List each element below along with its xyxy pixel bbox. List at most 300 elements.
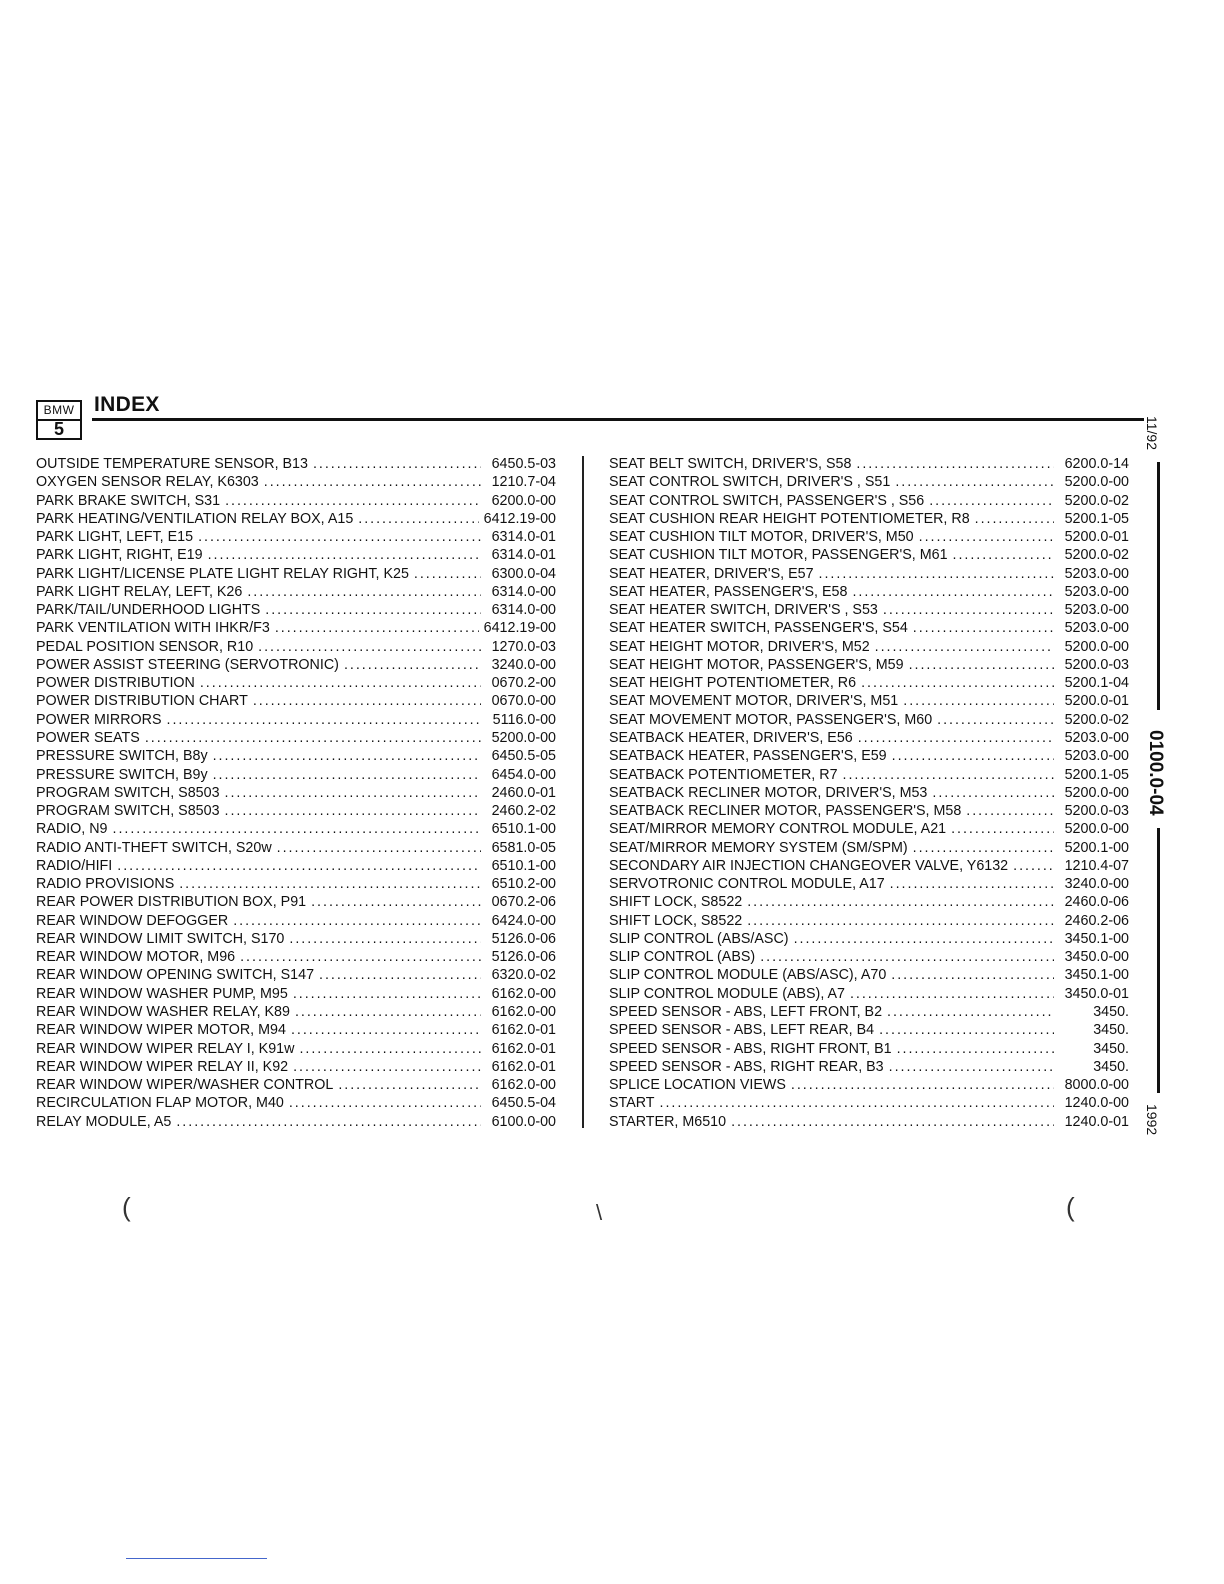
entry-label: SPEED SENSOR - ABS, LEFT REAR, B4 bbox=[609, 1022, 875, 1039]
entry-code: 5126.0-06 bbox=[491, 930, 556, 947]
index-entry bbox=[609, 1040, 1129, 1058]
entry-code: 6314.0-01 bbox=[491, 547, 556, 564]
dot-leader bbox=[791, 1076, 1054, 1094]
index-entry bbox=[36, 492, 556, 510]
entry-label: SEATBACK HEATER, PASSENGER'S, E59 bbox=[609, 748, 887, 765]
entry-code: 1210.7-04 bbox=[491, 474, 556, 491]
entry-label: POWER MIRRORS bbox=[36, 711, 162, 728]
entry-label: SEAT HEATER SWITCH, PASSENGER'S, S54 bbox=[609, 620, 908, 637]
bmw-5-logo bbox=[36, 400, 82, 440]
index-entry bbox=[36, 528, 556, 546]
side-year: 1992 bbox=[1144, 1104, 1160, 1136]
logo-series-number: 5 bbox=[53, 419, 64, 439]
index-entry bbox=[609, 784, 1129, 802]
index-entry bbox=[609, 930, 1129, 948]
entry-label: REAR WINDOW WIPER/WASHER CONTROL bbox=[36, 1077, 334, 1094]
index-entry bbox=[609, 1094, 1129, 1112]
index-entry bbox=[609, 656, 1129, 674]
dot-leader bbox=[225, 802, 481, 820]
entry-label: SEAT HEATER, PASSENGER'S, E58 bbox=[609, 583, 848, 600]
entry-code: 6450.5-04 bbox=[491, 1095, 556, 1112]
dot-leader bbox=[731, 1113, 1054, 1131]
entry-label: REAR WINDOW OPENING SWITCH, S147 bbox=[36, 967, 315, 984]
entry-label: RADIO PROVISIONS bbox=[36, 876, 175, 893]
entry-label: PEDAL POSITION SENSOR, R10 bbox=[36, 638, 254, 655]
entry-label: SPEED SENSOR - ABS, LEFT FRONT, B2 bbox=[609, 1003, 883, 1020]
entry-code: 5203.0-00 bbox=[1064, 565, 1129, 582]
dot-leader bbox=[856, 455, 1054, 473]
index-entry bbox=[609, 857, 1129, 875]
entry-label: RADIO, N9 bbox=[36, 821, 108, 838]
dot-leader bbox=[887, 1003, 1054, 1021]
entry-code: 3450.0-01 bbox=[1064, 985, 1129, 1002]
dot-leader bbox=[852, 583, 1054, 601]
entry-label: SHIFT LOCK, S8522 bbox=[609, 894, 743, 911]
dot-leader bbox=[951, 820, 1054, 838]
entry-code: 0670.2-06 bbox=[491, 894, 556, 911]
dot-leader bbox=[213, 766, 481, 784]
entry-code: 3450. bbox=[1093, 1003, 1129, 1020]
dot-leader bbox=[919, 528, 1054, 546]
entry-code: 0670.0-00 bbox=[491, 693, 556, 710]
entry-label: SEAT HEATER SWITCH, DRIVER'S , S53 bbox=[609, 602, 878, 619]
dot-leader bbox=[225, 492, 481, 510]
dot-leader bbox=[258, 638, 481, 656]
index-entry bbox=[609, 820, 1129, 838]
entry-label: OUTSIDE TEMPERATURE SENSOR, B13 bbox=[36, 456, 308, 472]
dot-leader bbox=[275, 619, 479, 637]
index-entry bbox=[609, 1113, 1129, 1131]
dot-leader bbox=[975, 510, 1054, 528]
dot-leader bbox=[879, 1021, 1054, 1039]
index-entry bbox=[609, 565, 1129, 583]
dot-leader bbox=[233, 912, 481, 930]
dot-leader bbox=[953, 546, 1054, 564]
index-entry bbox=[36, 985, 556, 1003]
entry-code: 5200.1-05 bbox=[1064, 510, 1129, 527]
entry-code: 3450. bbox=[1093, 1040, 1129, 1057]
index-entry bbox=[609, 893, 1129, 911]
index-entry bbox=[36, 857, 556, 875]
index-entry bbox=[609, 747, 1129, 765]
entry-label: REAR WINDOW DEFOGGER bbox=[36, 912, 229, 929]
entry-label: REAR WINDOW LIMIT SWITCH, S170 bbox=[36, 930, 285, 947]
dot-leader bbox=[794, 930, 1054, 948]
dot-leader bbox=[338, 1076, 481, 1094]
index-entry bbox=[36, 1113, 556, 1131]
dot-leader bbox=[660, 1094, 1054, 1112]
dot-leader bbox=[167, 711, 482, 729]
entry-code: 6314.0-00 bbox=[491, 602, 556, 619]
index-right-column bbox=[609, 455, 1129, 1131]
dot-leader bbox=[747, 893, 1054, 911]
entry-label: PARK LIGHT, RIGHT, E19 bbox=[36, 547, 203, 564]
dot-leader bbox=[208, 546, 481, 564]
entry-label: SEAT MOVEMENT MOTOR, PASSENGER'S, M60 bbox=[609, 711, 933, 728]
scan-mark-right: ( bbox=[1066, 1192, 1075, 1222]
index-entry bbox=[36, 747, 556, 765]
entry-label: POWER DISTRIBUTION bbox=[36, 675, 195, 692]
entry-code: 5200.0-02 bbox=[1064, 547, 1129, 564]
index-entry bbox=[609, 583, 1129, 601]
index-entry bbox=[609, 473, 1129, 491]
index-entry bbox=[36, 711, 556, 729]
entry-label: POWER SEATS bbox=[36, 729, 140, 746]
index-entry bbox=[609, 455, 1129, 473]
dot-leader bbox=[319, 966, 481, 984]
dot-leader bbox=[858, 729, 1054, 747]
entry-code: 5200.0-02 bbox=[1064, 492, 1129, 509]
dot-leader bbox=[176, 1113, 481, 1131]
entry-label: SEAT CUSHION TILT MOTOR, PASSENGER'S, M61 bbox=[609, 547, 948, 564]
index-entry bbox=[36, 455, 556, 473]
entry-label: SLIP CONTROL (ABS/ASC) bbox=[609, 930, 789, 947]
entry-code: 6200.0-00 bbox=[491, 492, 556, 509]
entry-label: SEATBACK HEATER, DRIVER'S, E56 bbox=[609, 729, 853, 746]
entry-label: RELAY MODULE, A5 bbox=[36, 1113, 172, 1130]
dot-leader bbox=[293, 985, 481, 1003]
index-entry bbox=[609, 1021, 1129, 1039]
dot-leader bbox=[903, 692, 1054, 710]
entry-label: SERVOTRONIC CONTROL MODULE, A17 bbox=[609, 876, 885, 893]
entry-code: 6424.0-00 bbox=[491, 912, 556, 929]
side-date: 11/92 bbox=[1144, 416, 1160, 450]
dot-leader bbox=[937, 711, 1054, 729]
index-entry bbox=[609, 546, 1129, 564]
dot-leader bbox=[760, 948, 1054, 966]
dot-leader bbox=[875, 638, 1054, 656]
entry-code: 5200.0-00 bbox=[491, 729, 556, 746]
entry-code: 5200.0-03 bbox=[1064, 803, 1129, 820]
index-entry bbox=[36, 930, 556, 948]
entry-label: SEAT HEIGHT MOTOR, PASSENGER'S, M59 bbox=[609, 656, 904, 673]
entry-code: 6510.1-00 bbox=[491, 857, 556, 874]
entry-code: 5203.0-00 bbox=[1064, 583, 1129, 600]
index-entry bbox=[36, 948, 556, 966]
index-entry bbox=[609, 948, 1129, 966]
entry-label: PARK HEATING/VENTILATION RELAY BOX, A15 bbox=[36, 510, 354, 527]
index-entry bbox=[36, 1076, 556, 1094]
entry-code: 5200.0-00 bbox=[1064, 784, 1129, 801]
index-entry bbox=[36, 510, 556, 528]
dot-leader bbox=[414, 565, 481, 583]
entry-label: REAR WINDOW WIPER MOTOR, M94 bbox=[36, 1022, 286, 1039]
index-entry bbox=[36, 638, 556, 656]
index-entry bbox=[36, 1058, 556, 1076]
index-entry bbox=[36, 839, 556, 857]
entry-code: 6300.0-04 bbox=[491, 565, 556, 582]
entry-code: 6412.19-00 bbox=[483, 620, 556, 637]
index-entry bbox=[609, 1076, 1129, 1094]
index-entry bbox=[609, 766, 1129, 784]
index-entry bbox=[36, 820, 556, 838]
dot-leader bbox=[200, 674, 481, 692]
index-entry bbox=[36, 766, 556, 784]
entry-label: SEAT CONTROL SWITCH, DRIVER'S , S51 bbox=[609, 474, 891, 491]
dot-leader bbox=[883, 601, 1054, 619]
dot-leader bbox=[909, 656, 1054, 674]
entry-label: SLIP CONTROL MODULE (ABS/ASC), A70 bbox=[609, 967, 887, 984]
index-entry bbox=[36, 1003, 556, 1021]
dot-leader bbox=[819, 565, 1054, 583]
dot-leader bbox=[113, 820, 482, 838]
entry-code: 3450.1-00 bbox=[1064, 967, 1129, 984]
entry-label: RADIO ANTI-THEFT SWITCH, S20w bbox=[36, 839, 272, 856]
index-entry bbox=[609, 729, 1129, 747]
entry-code: 6510.2-00 bbox=[491, 876, 556, 893]
dot-leader bbox=[966, 802, 1054, 820]
entry-code: 2460.2-06 bbox=[1064, 912, 1129, 929]
index-entry bbox=[36, 966, 556, 984]
entry-code: 6320.0-02 bbox=[491, 967, 556, 984]
entry-code: 3450. bbox=[1093, 1058, 1129, 1075]
index-entry bbox=[36, 1094, 556, 1112]
entry-label: REAR WINDOW WASHER RELAY, K89 bbox=[36, 1003, 290, 1020]
side-rule-bottom bbox=[1157, 828, 1160, 1093]
index-entry bbox=[609, 711, 1129, 729]
entry-code: 0670.2-00 bbox=[491, 675, 556, 692]
index-entry bbox=[609, 966, 1129, 984]
index-entry bbox=[36, 912, 556, 930]
dot-leader bbox=[289, 1094, 481, 1112]
entry-code: 6162.0-00 bbox=[491, 1003, 556, 1020]
entry-code: 2460.0-01 bbox=[491, 784, 556, 801]
index-entry bbox=[36, 875, 556, 893]
entry-label: SLIP CONTROL MODULE (ABS), A7 bbox=[609, 985, 845, 1002]
entry-label: SEAT/MIRROR MEMORY CONTROL MODULE, A21 bbox=[609, 821, 947, 838]
entry-code: 5200.1-05 bbox=[1064, 766, 1129, 783]
entry-label: PARK VENTILATION WITH IHKR/F3 bbox=[36, 620, 270, 637]
dot-leader bbox=[895, 473, 1054, 491]
entry-code: 5203.0-00 bbox=[1064, 602, 1129, 619]
entry-label: REAR WINDOW WIPER RELAY I, K91w bbox=[36, 1040, 295, 1057]
entry-code: 5200.0-03 bbox=[1064, 656, 1129, 673]
entry-code: 5203.0-00 bbox=[1064, 729, 1129, 746]
entry-label: SEAT CUSHION REAR HEIGHT POTENTIOMETER, R8 bbox=[609, 510, 970, 527]
entry-code: 6162.0-00 bbox=[491, 985, 556, 1002]
dot-leader bbox=[891, 966, 1054, 984]
dot-leader bbox=[198, 528, 481, 546]
index-entry bbox=[609, 510, 1129, 528]
index-entry bbox=[36, 619, 556, 637]
side-page-number: 0100.0-04 bbox=[1145, 730, 1166, 816]
entry-code: 6450.5-03 bbox=[491, 456, 556, 472]
entry-code: 3450. bbox=[1093, 1022, 1129, 1039]
entry-label: SEAT CUSHION TILT MOTOR, DRIVER'S, M50 bbox=[609, 529, 914, 546]
entry-label: SEATBACK POTENTIOMETER, R7 bbox=[609, 766, 838, 783]
entry-label: POWER DISTRIBUTION CHART bbox=[36, 693, 248, 710]
entry-label: SEATBACK RECLINER MOTOR, PASSENGER'S, M58 bbox=[609, 803, 962, 820]
entry-code: 6162.0-01 bbox=[491, 1058, 556, 1075]
dot-leader bbox=[213, 747, 481, 765]
entry-code: 5200.0-00 bbox=[1064, 474, 1129, 491]
entry-label: STARTER, M6510 bbox=[609, 1113, 727, 1130]
dot-leader bbox=[291, 1021, 481, 1039]
entry-code: 5126.0-06 bbox=[491, 949, 556, 966]
column-divider bbox=[582, 456, 584, 1128]
dot-leader bbox=[253, 692, 481, 710]
entry-code: 5200.0-02 bbox=[1064, 711, 1129, 728]
scan-mark-left: ( bbox=[122, 1192, 131, 1222]
index-entry bbox=[36, 674, 556, 692]
entry-label: POWER ASSIST STEERING (SERVOTRONIC) bbox=[36, 656, 339, 673]
entry-code: 3450.0-00 bbox=[1064, 949, 1129, 966]
dot-leader bbox=[311, 893, 481, 911]
entry-label: RECIRCULATION FLAP MOTOR, M40 bbox=[36, 1095, 284, 1112]
entry-code: 5200.0-00 bbox=[1064, 638, 1129, 655]
entry-label: PARK/TAIL/UNDERHOOD LIGHTS bbox=[36, 602, 261, 619]
entry-code: 3450.1-00 bbox=[1064, 930, 1129, 947]
entry-label: OXYGEN SENSOR RELAY, K6303 bbox=[36, 474, 259, 491]
index-entry bbox=[36, 565, 556, 583]
dot-leader bbox=[932, 784, 1054, 802]
dot-leader bbox=[344, 656, 481, 674]
entry-code: 2460.2-02 bbox=[491, 803, 556, 820]
entry-code: 6200.0-14 bbox=[1064, 456, 1129, 472]
index-entry bbox=[36, 729, 556, 747]
entry-label: SLIP CONTROL (ABS) bbox=[609, 949, 756, 966]
entry-label: SEAT/MIRROR MEMORY SYSTEM (SM/SPM) bbox=[609, 839, 908, 856]
dot-leader bbox=[225, 784, 481, 802]
logo-brand-text: BMW bbox=[38, 402, 80, 421]
entry-code: 6314.0-01 bbox=[491, 529, 556, 546]
dot-leader bbox=[889, 1058, 1054, 1076]
scan-mark-middle: \ bbox=[596, 1200, 603, 1225]
index-entry bbox=[36, 583, 556, 601]
dot-leader bbox=[843, 766, 1054, 784]
index-left-column bbox=[36, 455, 556, 1131]
entry-code: 6162.0-01 bbox=[491, 1022, 556, 1039]
index-entry bbox=[609, 528, 1129, 546]
entry-code: 3240.0-00 bbox=[1064, 876, 1129, 893]
index-entry bbox=[609, 839, 1129, 857]
entry-label: SPLICE LOCATION VIEWS bbox=[609, 1077, 786, 1094]
index-entry bbox=[609, 912, 1129, 930]
index-entry bbox=[609, 601, 1129, 619]
dot-leader bbox=[358, 510, 478, 528]
dot-leader bbox=[295, 1003, 481, 1021]
index-entry bbox=[36, 1040, 556, 1058]
entry-code: 5200.0-01 bbox=[1064, 529, 1129, 546]
entry-label: SEAT HEIGHT POTENTIOMETER, R6 bbox=[609, 675, 857, 692]
entry-label: PARK LIGHT, LEFT, E15 bbox=[36, 529, 194, 546]
dot-leader bbox=[747, 912, 1054, 930]
dot-leader bbox=[240, 948, 481, 966]
entry-code: 6162.0-01 bbox=[491, 1040, 556, 1057]
dot-leader bbox=[913, 619, 1054, 637]
entry-label: PROGRAM SWITCH, S8503 bbox=[36, 784, 220, 801]
entry-label: SEAT HEIGHT MOTOR, DRIVER'S, M52 bbox=[609, 638, 870, 655]
entry-code: 5200.0-01 bbox=[1064, 693, 1129, 710]
dot-leader bbox=[861, 674, 1054, 692]
index-entry bbox=[36, 802, 556, 820]
index-entry bbox=[609, 875, 1129, 893]
entry-code: 6454.0-00 bbox=[491, 766, 556, 783]
dot-leader bbox=[890, 875, 1054, 893]
entry-label: PARK LIGHT/LICENSE PLATE LIGHT RELAY RIGHT, K25 bbox=[36, 565, 409, 582]
entry-code: 6581.0-05 bbox=[491, 839, 556, 856]
dot-leader bbox=[117, 857, 481, 875]
entry-code: 5203.0-00 bbox=[1064, 620, 1129, 637]
index-entry bbox=[609, 674, 1129, 692]
header-rule bbox=[92, 418, 1144, 421]
entry-code: 6450.5-05 bbox=[491, 748, 556, 765]
dot-leader bbox=[299, 1040, 481, 1058]
dot-leader bbox=[277, 839, 481, 857]
index-entry bbox=[609, 1058, 1129, 1076]
entry-label: SEAT CONTROL SWITCH, PASSENGER'S , S56 bbox=[609, 492, 925, 509]
entry-code: 5200.1-04 bbox=[1064, 675, 1129, 692]
entry-code: 3240.0-00 bbox=[491, 656, 556, 673]
index-entry bbox=[609, 985, 1129, 1003]
entry-code: 1210.4-07 bbox=[1064, 857, 1129, 874]
dot-leader bbox=[145, 729, 481, 747]
index-entry bbox=[36, 656, 556, 674]
entry-label: SEAT MOVEMENT MOTOR, DRIVER'S, M51 bbox=[609, 693, 899, 710]
entry-label: PROGRAM SWITCH, S8503 bbox=[36, 803, 220, 820]
index-entry bbox=[36, 546, 556, 564]
index-entry bbox=[609, 619, 1129, 637]
dot-leader bbox=[293, 1058, 481, 1076]
dot-leader bbox=[247, 583, 481, 601]
index-entry bbox=[36, 601, 556, 619]
entry-code: 1240.0-00 bbox=[1064, 1095, 1129, 1112]
entry-label: SEAT HEATER, DRIVER'S, E57 bbox=[609, 565, 814, 582]
index-entry bbox=[609, 492, 1129, 510]
entry-label: SEAT BELT SWITCH, DRIVER'S, S58 bbox=[609, 456, 852, 472]
dot-leader bbox=[929, 492, 1054, 510]
entry-label: PARK LIGHT RELAY, LEFT, K26 bbox=[36, 583, 243, 600]
dot-leader bbox=[892, 747, 1054, 765]
entry-code: 5116.0-00 bbox=[492, 711, 556, 728]
footer-line bbox=[126, 1558, 267, 1559]
entry-code: 6314.0-00 bbox=[491, 583, 556, 600]
dot-leader bbox=[264, 473, 481, 491]
dot-leader bbox=[913, 839, 1054, 857]
entry-label: PRESSURE SWITCH, B8y bbox=[36, 748, 208, 765]
entry-label: START bbox=[609, 1095, 655, 1112]
entry-code: 5200.1-00 bbox=[1064, 839, 1129, 856]
entry-label: SPEED SENSOR - ABS, RIGHT FRONT, B1 bbox=[609, 1040, 892, 1057]
index-entry bbox=[609, 692, 1129, 710]
index-entry bbox=[609, 1003, 1129, 1021]
entry-code: 5203.0-00 bbox=[1064, 748, 1129, 765]
index-entry bbox=[36, 893, 556, 911]
entry-label: SPEED SENSOR - ABS, RIGHT REAR, B3 bbox=[609, 1058, 884, 1075]
entry-code: 1270.0-03 bbox=[491, 638, 556, 655]
entry-label: PRESSURE SWITCH, B9y bbox=[36, 766, 208, 783]
entry-label: SHIFT LOCK, S8522 bbox=[609, 912, 743, 929]
entry-code: 6100.0-00 bbox=[491, 1113, 556, 1130]
dot-leader bbox=[289, 930, 481, 948]
entry-code: 5200.0-00 bbox=[1064, 821, 1129, 838]
entry-label: REAR POWER DISTRIBUTION BOX, P91 bbox=[36, 894, 307, 911]
entry-label: REAR WINDOW MOTOR, M96 bbox=[36, 949, 236, 966]
entry-code: 2460.0-06 bbox=[1064, 894, 1129, 911]
entry-code: 6412.19-00 bbox=[483, 510, 556, 527]
dot-leader bbox=[313, 455, 481, 473]
entry-label: SECONDARY AIR INJECTION CHANGEOVER VALVE, Y6132 bbox=[609, 857, 1009, 874]
entry-label: REAR WINDOW WASHER PUMP, M95 bbox=[36, 985, 288, 1002]
index-entry bbox=[36, 473, 556, 491]
entry-label: REAR WINDOW WIPER RELAY II, K92 bbox=[36, 1058, 289, 1075]
dot-leader bbox=[897, 1040, 1054, 1058]
index-entry bbox=[36, 1021, 556, 1039]
entry-label: RADIO/HIFI bbox=[36, 857, 113, 874]
dot-leader bbox=[179, 875, 481, 893]
dot-leader bbox=[265, 601, 481, 619]
index-entry bbox=[36, 784, 556, 802]
